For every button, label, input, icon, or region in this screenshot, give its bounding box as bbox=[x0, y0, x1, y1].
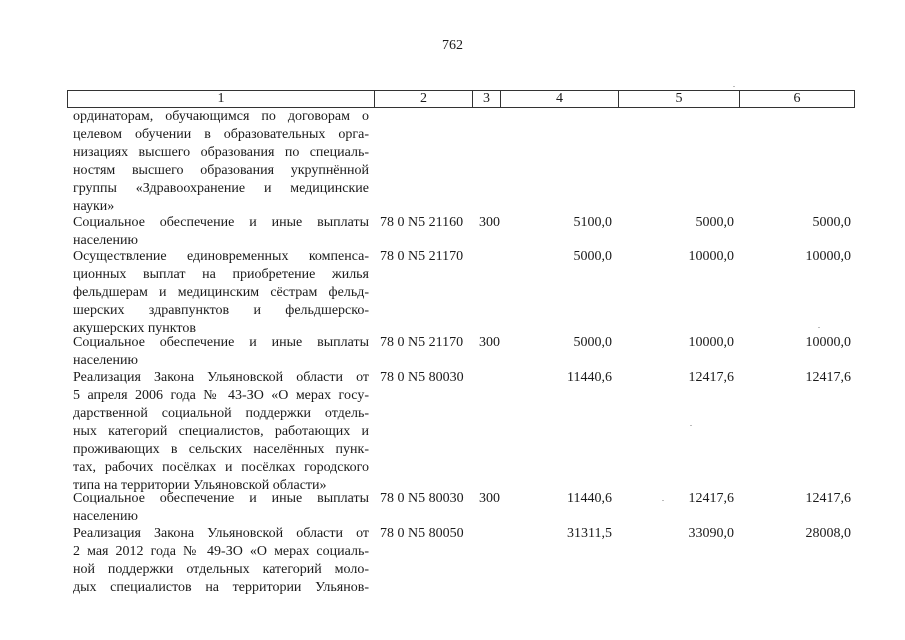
amount-col4: 5000,0 bbox=[573, 335, 612, 350]
amount-col4: 11440,6 bbox=[567, 491, 612, 506]
column-header-1: 1 bbox=[67, 90, 375, 108]
target-code: 78 0 N5 80030 bbox=[380, 370, 464, 385]
amount-col4: 31311,5 bbox=[567, 526, 612, 541]
expense-type: 300 bbox=[479, 491, 500, 506]
description-line: фельдшерам и медицинским сёстрам фельд- bbox=[73, 285, 369, 300]
amount-col5: 10000,0 bbox=[688, 249, 734, 264]
description-line: ностям высшего образования укрупнённой bbox=[73, 163, 369, 178]
target-code: 78 0 N5 21160 bbox=[380, 215, 464, 230]
column-header-2: 2 bbox=[374, 90, 473, 108]
amount-col6: 5000,0 bbox=[812, 215, 851, 230]
description-line: Реализация Закона Ульяновской области от bbox=[73, 370, 369, 385]
column-header-3: 3 bbox=[472, 90, 501, 108]
amount-col4: 5000,0 bbox=[573, 249, 612, 264]
row-description bbox=[73, 214, 369, 250]
description-line: группы «Здравоохранение и медицинские bbox=[73, 181, 369, 196]
target-code: 78 0 N5 21170 bbox=[380, 335, 464, 350]
amount-col6: 10000,0 bbox=[805, 249, 851, 264]
description-line: Социальное обеспечение и иные выплаты bbox=[73, 491, 369, 506]
row-description bbox=[73, 248, 369, 338]
amount-col5: 12417,6 bbox=[688, 491, 734, 506]
amount-col5: 5000,0 bbox=[695, 215, 734, 230]
amount-col6: 12417,6 bbox=[805, 370, 851, 385]
description-line: дых специалистов на территории Ульянов- bbox=[73, 580, 369, 595]
row-description bbox=[73, 490, 369, 526]
description-line: низациях высшего образования по специаль- bbox=[73, 145, 369, 160]
description-line: ционных выплат на приобретение жилья bbox=[73, 267, 369, 282]
description-line: ных категорий специалистов, работающих и bbox=[73, 424, 369, 439]
scan-speck bbox=[662, 500, 664, 501]
description-line: тах, рабочих посёлках и посёлках городского bbox=[73, 460, 369, 475]
column-header-5: 5 bbox=[618, 90, 740, 108]
page-number: 762 bbox=[442, 38, 463, 53]
target-code: 78 0 N5 80050 bbox=[380, 526, 464, 541]
amount-col6: 10000,0 bbox=[805, 335, 851, 350]
amount-col4: 11440,6 bbox=[567, 370, 612, 385]
column-header-4: 4 bbox=[500, 90, 619, 108]
description-line: целевом обучении в образовательных орга- bbox=[73, 127, 369, 142]
amount-col5: 12417,6 bbox=[688, 370, 734, 385]
target-code: 78 0 N5 80030 bbox=[380, 491, 464, 506]
description-line: акушерских пунктов bbox=[73, 321, 196, 336]
description-line: 5 апреля 2006 года № 43-ЗО «О мерах госу- bbox=[73, 388, 369, 403]
row-description bbox=[73, 108, 369, 216]
row-description bbox=[73, 369, 369, 495]
scan-speck bbox=[690, 425, 692, 426]
description-line: Социальное обеспечение и иные выплаты bbox=[73, 335, 369, 350]
description-line: шерских здравпунктов и фельдшерско- bbox=[73, 303, 369, 318]
description-line: проживающих в сельских населённых пунк- bbox=[73, 442, 369, 457]
description-line: Реализация Закона Ульяновской области от bbox=[73, 526, 369, 541]
description-line: науки» bbox=[73, 199, 115, 214]
expense-type: 300 bbox=[479, 215, 500, 230]
amount-col6: 28008,0 bbox=[805, 526, 851, 541]
scan-speck bbox=[818, 327, 820, 328]
description-line: 2 мая 2012 года № 49-ЗО «О мерах социаль- bbox=[73, 544, 369, 559]
amount-col6: 12417,6 bbox=[805, 491, 851, 506]
row-description bbox=[73, 334, 369, 370]
description-line: ординаторам, обучающимся по договорам о bbox=[73, 109, 369, 124]
description-line: типа на территории Ульяновской области» bbox=[73, 478, 327, 493]
description-line: Осуществление единовременных компенса- bbox=[73, 249, 369, 264]
amount-col4: 5100,0 bbox=[573, 215, 612, 230]
row-description bbox=[73, 525, 369, 597]
expense-type: 300 bbox=[479, 335, 500, 350]
description-line: населению bbox=[73, 353, 138, 368]
description-line: населению bbox=[73, 509, 138, 524]
amount-col5: 10000,0 bbox=[688, 335, 734, 350]
scan-speck bbox=[733, 86, 735, 87]
target-code: 78 0 N5 21170 bbox=[380, 249, 464, 264]
description-line: Социальное обеспечение и иные выплаты bbox=[73, 215, 369, 230]
amount-col5: 33090,0 bbox=[688, 526, 734, 541]
column-header-6: 6 bbox=[739, 90, 855, 108]
description-line: населению bbox=[73, 233, 138, 248]
description-line: дарственной социальной поддержки отдель- bbox=[73, 406, 369, 421]
description-line: ной поддержки отдельных категорий моло- bbox=[73, 562, 369, 577]
